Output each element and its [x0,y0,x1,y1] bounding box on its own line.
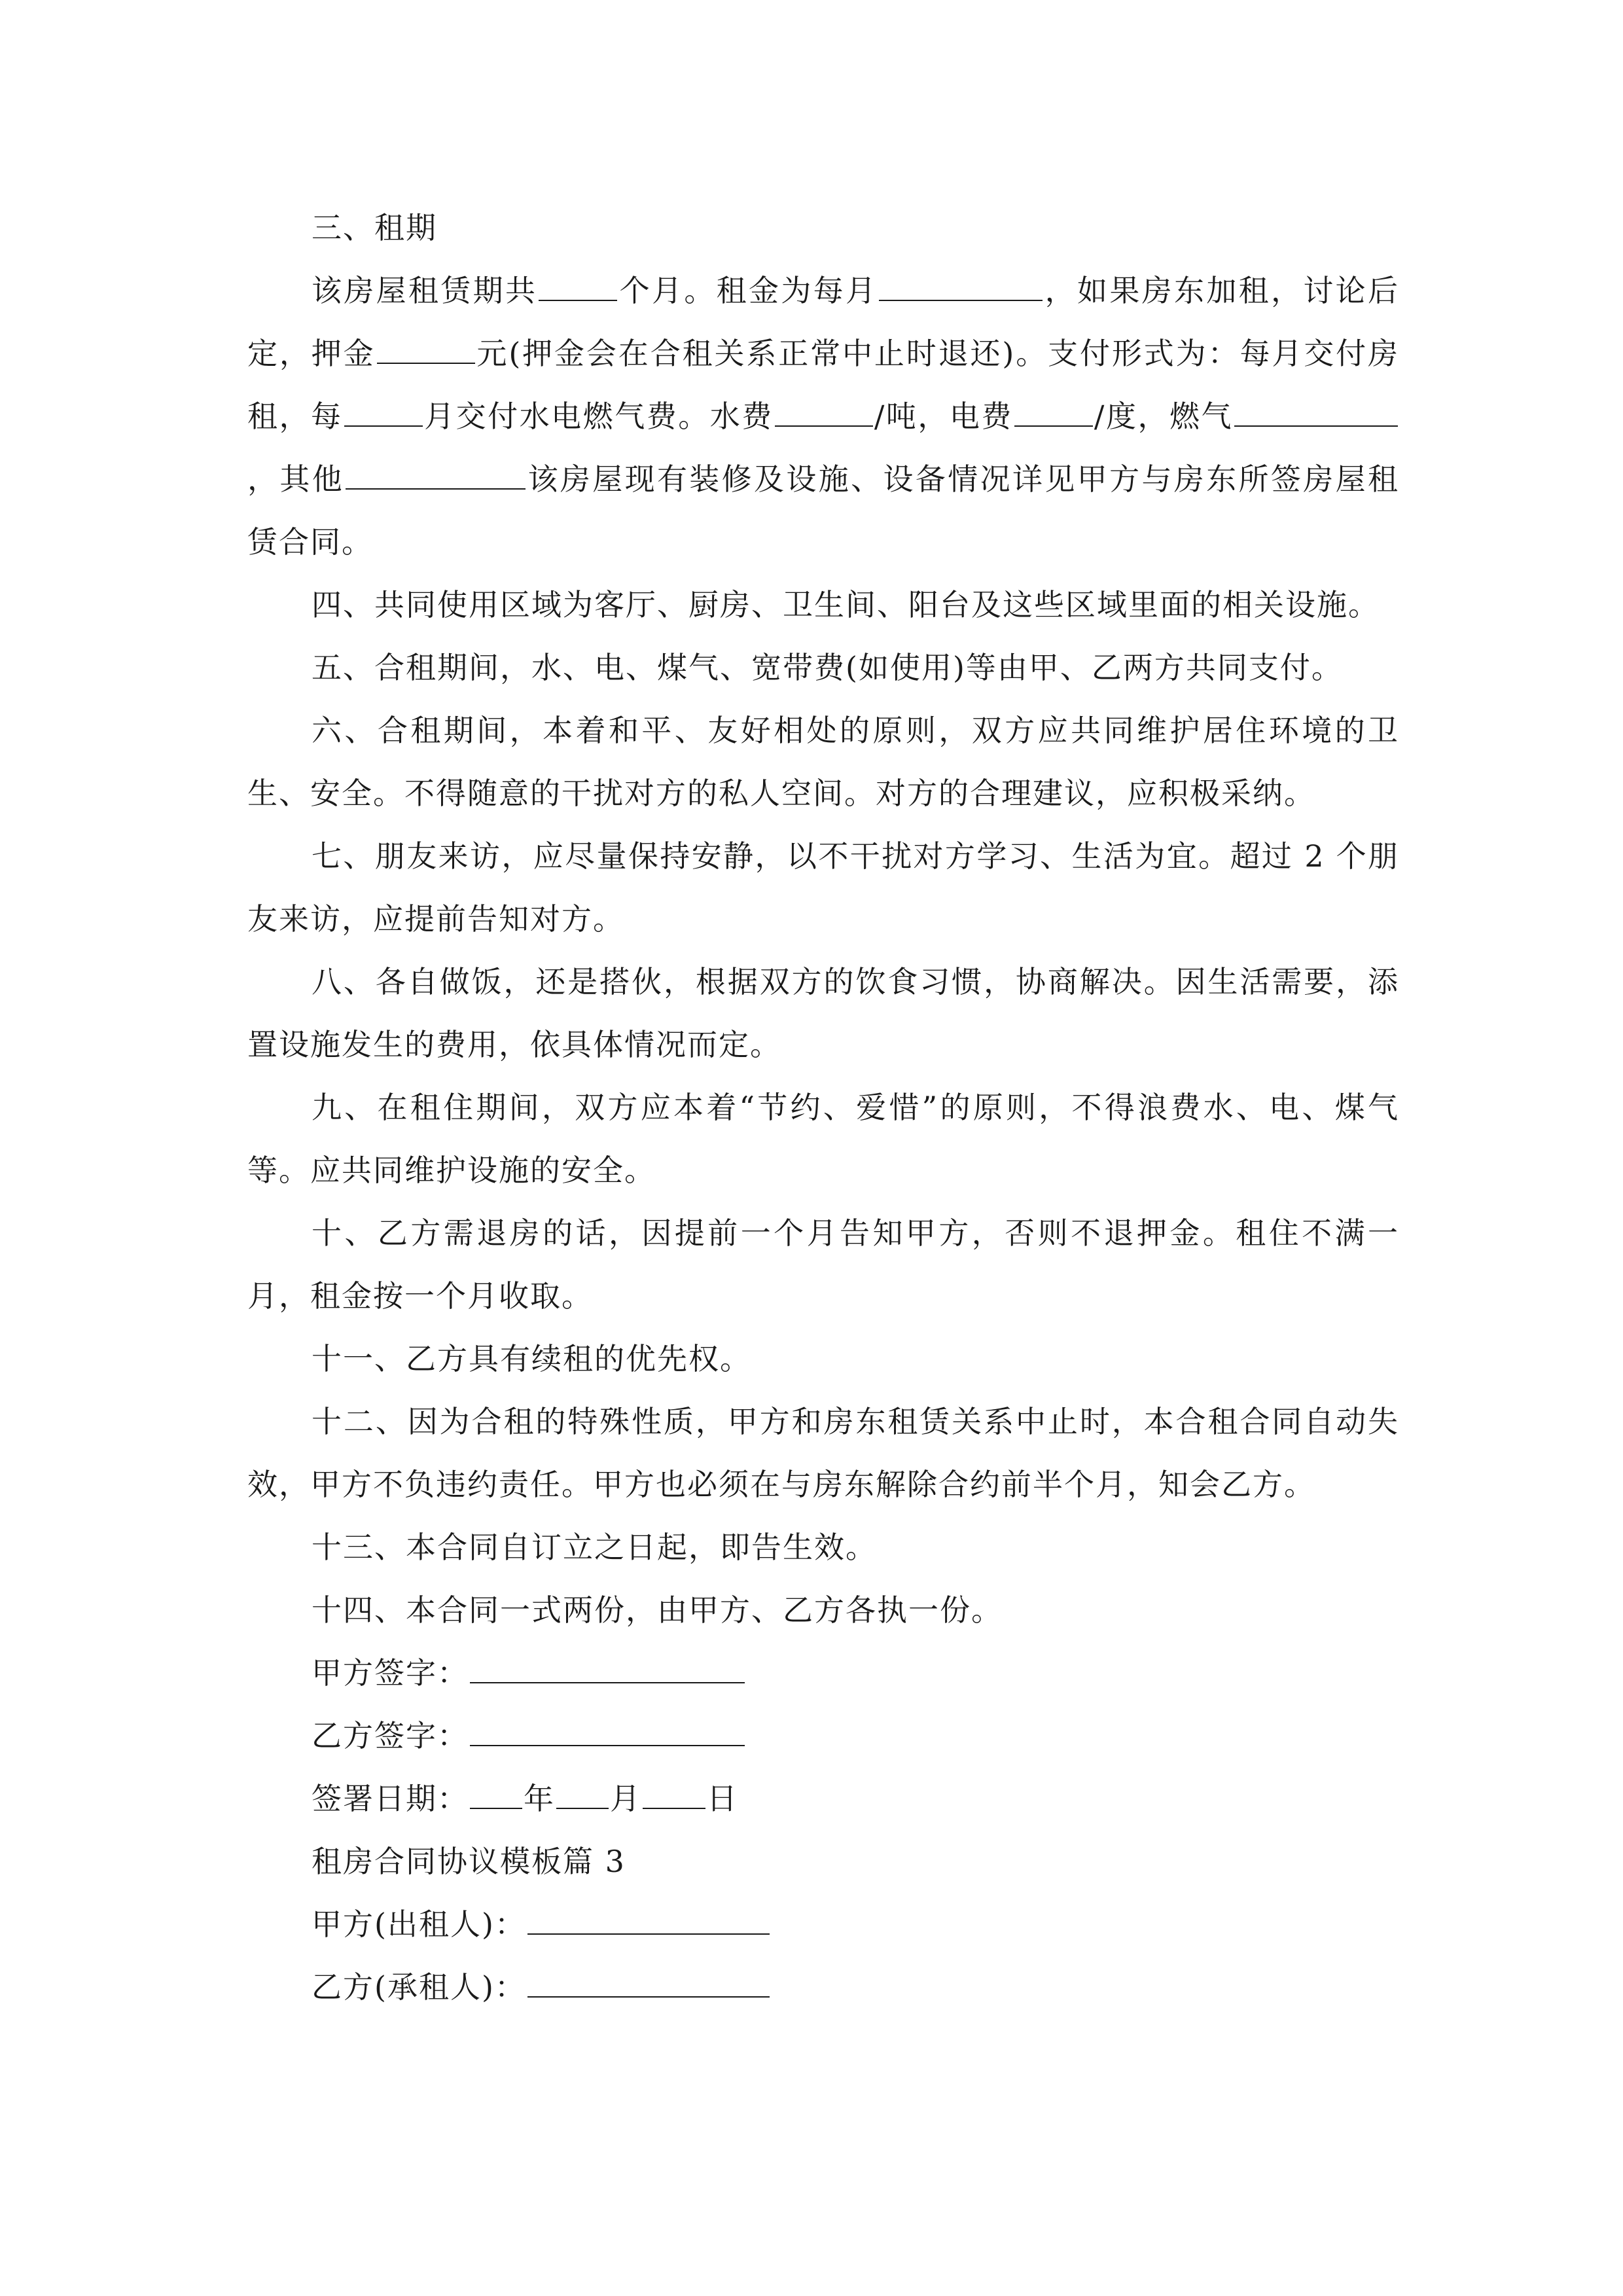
date-month-field[interactable] [556,1782,609,1809]
electricity-fee-blank[interactable] [1014,399,1093,427]
water-fee-blank[interactable] [775,399,873,427]
clause-11: 十一、乙方具有续租的优先权。 [312,1341,751,1376]
section-title-term [247,196,1399,259]
party-a-lessor [247,1893,1399,1956]
rent-text-6: /吨，电费 [874,399,1013,434]
date-day-field[interactable] [643,1782,705,1809]
section-title-text: 三、租期 [312,210,437,245]
date-year-label: 年 [524,1781,555,1816]
clause-12: 十二、因为合租的特殊性质，甲方和房东租赁关系中止时，本合租合同自动失效，甲方不负违约责任。甲方也必须在与房东解除合约前半个月，知会乙方。 [247,1404,1399,1502]
party-b-lessee [247,1956,1399,2018]
clause-4: 四、共同使用区域为客厅、厨房、卫生间、阳台及这些区域里面的相关设施。 [312,587,1380,622]
clause-10: 十、乙方需退房的话，因提前一个月告知甲方，否则不退押金。租住不满一月，租金按一个月收取。 [247,1215,1399,1314]
rent-text-1: 该房屋租赁期共 [312,273,538,308]
rent-text-9: 该房屋现有装修及设施、设备情况详见甲方与房东所签房屋租赁合同。 [247,461,1400,560]
date-day-label: 日 [707,1781,738,1816]
party-a-label: 甲方(出租人)： [312,1907,526,1942]
signing-date [247,1767,1399,1830]
rent-text-3: ，如果房东加租，讨论后定，押金 [247,273,1400,371]
signature-a-label: 甲方签字： [312,1655,469,1691]
gas-fee-blank[interactable] [1234,399,1398,427]
clause-14: 十四、本合同一式两份，由甲方、乙方各执一份。 [312,1592,1003,1628]
date-year-field[interactable] [470,1782,522,1809]
clause-5: 五、合租期间，水、电、煤气、宽带费(如使用)等由甲、乙两方共同支付。 [312,650,1343,685]
clause-7: 七、朋友来访，应尽量保持安静，以不干扰对方学习、生活为宜。超过 2 个朋友来访，应提前告知对方。 [247,838,1399,937]
signature-b-label: 乙方签字： [312,1718,469,1753]
clause-13: 十三、本合同自订立之日起，即告生效。 [312,1530,877,1565]
document-body [247,196,1399,2018]
utility-months-blank[interactable] [344,399,423,427]
clause-9: 九、在租住期间，双方应本着“节约、爱惜”的原则，不得浪费水、电、煤气等。应共同维护设施的安全。 [247,1090,1399,1188]
next-template-title [247,1830,1399,1893]
clause-6: 六、合租期间，本着和平、友好相处的原则，双方应共同维护居住环境的卫生、安全。不得随意的干扰对方的私人空间。对方的合理建议，应积极采纳。 [247,713,1399,811]
signature-b-field[interactable] [470,1719,745,1746]
next-template-title-text: 租房合同协议模板篇 3 [312,1844,626,1879]
rent-text-7: /度，燃气 [1094,399,1234,434]
rent-text-5: 月交付水电燃气费。水费 [423,399,774,434]
date-month-label: 月 [610,1781,641,1816]
monthly-rent-blank[interactable] [879,274,1043,301]
date-label: 签署日期： [312,1781,469,1816]
signature-party-b [247,1704,1399,1767]
signature-a-field[interactable] [470,1656,745,1683]
other-fee-blank[interactable] [346,462,526,490]
lease-months-blank[interactable] [539,274,617,301]
rent-text-2: 个月。租金为每月 [618,273,878,308]
rent-text-4: 元(押金会在合租关系正常中止时退还)。支付形式为：每月交付房租，每 [247,336,1399,434]
deposit-blank[interactable] [377,336,475,364]
party-a-field[interactable] [527,1907,770,1935]
party-b-label: 乙方(承租人)： [312,1969,526,2005]
rent-text-8: ，其他 [247,461,345,497]
clause-8: 八、各自做饭，还是搭伙，根据双方的饮食习惯，协商解决。因生活需要，添置设施发生的费用，依具体情况而定。 [247,964,1399,1062]
signature-party-a [247,1641,1399,1704]
party-b-field[interactable] [527,1970,770,1998]
rent-paragraph [247,259,1399,573]
